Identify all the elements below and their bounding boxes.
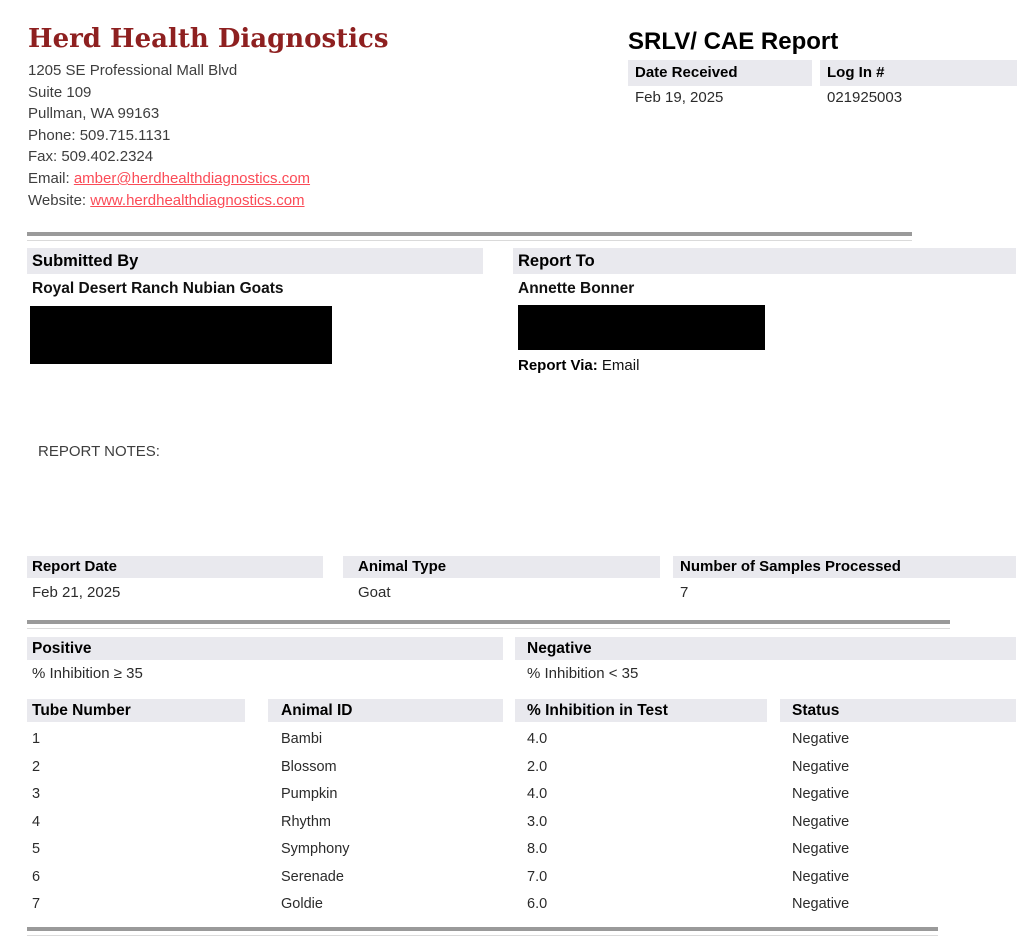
animal-id-cell: Pumpkin xyxy=(281,786,338,802)
results-table xyxy=(27,699,1016,919)
results-rows xyxy=(27,726,1016,919)
redaction-box xyxy=(30,306,332,364)
status-cell: Negative xyxy=(792,786,850,802)
website-label: Website: xyxy=(28,191,91,209)
website-line xyxy=(28,190,310,212)
inhibition-cell: 6.0 xyxy=(527,896,548,912)
table-row xyxy=(27,781,1016,809)
animal-id-cell: Blossom xyxy=(281,758,337,775)
inhibition-cell: 7.0 xyxy=(527,868,548,885)
email-label: Email: xyxy=(28,169,74,187)
negative-header: Negative xyxy=(515,637,1016,660)
samples-processed-header: Number of Samples Processed xyxy=(673,556,1016,578)
positive-header: Positive xyxy=(27,637,503,660)
animal-id-cell: Bambi xyxy=(281,731,323,747)
phone-line: Phone: 509.715.1131 xyxy=(28,126,171,144)
submitted-by-section xyxy=(27,248,483,364)
report-to-section xyxy=(513,248,1016,374)
tube-number-cell: 6 xyxy=(32,868,41,885)
tube-number-cell: 7 xyxy=(32,896,41,912)
inhibition-cell: 2.0 xyxy=(527,758,548,775)
log-in-header: Log In # xyxy=(820,60,1017,86)
tube-number-cell: 2 xyxy=(32,758,41,775)
inhibition-cell: 8.0 xyxy=(527,841,548,857)
submitted-by-header: Submitted By xyxy=(27,248,483,274)
inhibition-cell: 4.0 xyxy=(527,786,548,802)
inhibition-header: % Inhibition in Test xyxy=(515,699,767,722)
status-cell: Negative xyxy=(792,758,850,775)
tube-number-cell: 5 xyxy=(32,841,41,857)
log-in-value: 021925003 xyxy=(827,89,903,106)
status-cell: Negative xyxy=(792,731,850,747)
address-line-1: 1205 SE Professional Mall Blvd xyxy=(28,62,238,79)
animal-type-value: Goat xyxy=(358,584,391,601)
fax-line: Fax: 509.402.2324 xyxy=(28,148,154,166)
animal-id-cell: Serenade xyxy=(281,868,344,885)
animal-id-header: Animal ID xyxy=(268,699,503,722)
report-to-header: Report To xyxy=(513,248,1016,274)
address-line-3: Pullman, WA 99163 xyxy=(28,105,160,123)
animal-id-cell: Symphony xyxy=(281,841,350,857)
animal-id-cell: Rhythm xyxy=(281,813,331,830)
positive-rule: % Inhibition ≥ 35 xyxy=(32,665,143,682)
table-row xyxy=(27,864,1016,892)
status-cell: Negative xyxy=(792,841,850,857)
negative-rule: % Inhibition < 35 xyxy=(527,665,639,682)
inhibition-cell: 3.0 xyxy=(527,813,548,830)
summary-table xyxy=(27,556,1016,601)
animal-type-header: Animal Type xyxy=(343,556,660,578)
email-link[interactable]: amber@herdhealthdiagnostics.com xyxy=(73,169,311,187)
submitted-by-name: Royal Desert Ranch Nubian Goats xyxy=(32,280,284,297)
date-received-value: Feb 19, 2025 xyxy=(635,89,724,106)
received-info-table xyxy=(628,60,1017,106)
lab-address-block xyxy=(28,60,310,211)
website-link[interactable]: www.herdhealthdiagnostics.com xyxy=(90,191,305,209)
tube-number-cell: 4 xyxy=(32,813,41,830)
status-header: Status xyxy=(780,699,1016,722)
table-row xyxy=(27,726,1016,754)
report-via-label: Report Via: xyxy=(518,357,598,374)
status-cell: Negative xyxy=(792,868,850,885)
report-date-value: Feb 21, 2025 xyxy=(32,584,121,601)
address-line-2: Suite 109 xyxy=(28,83,92,101)
table-row xyxy=(27,809,1016,837)
divider-bottom xyxy=(27,927,938,936)
report-via-value: Email xyxy=(597,357,640,374)
animal-id-cell: Goldie xyxy=(281,896,323,912)
divider-middle xyxy=(27,620,950,629)
table-row xyxy=(27,891,1016,919)
report-via-line xyxy=(513,357,1016,374)
table-row xyxy=(27,754,1016,782)
report-notes-label: REPORT NOTES: xyxy=(38,443,160,460)
lab-name: Herd Health Diagnostics xyxy=(28,24,389,54)
redaction-box xyxy=(518,305,765,350)
divider-top xyxy=(27,232,912,241)
inhibition-cell: 4.0 xyxy=(527,731,548,747)
report-to-name: Annette Bonner xyxy=(518,280,635,297)
report-date-header: Report Date xyxy=(27,556,323,578)
tube-number-cell: 1 xyxy=(32,731,41,747)
samples-processed-value: 7 xyxy=(680,584,689,601)
report-title: SRLV/ CAE Report xyxy=(628,28,839,55)
status-cell: Negative xyxy=(792,896,850,912)
date-received-header: Date Received xyxy=(628,60,812,86)
email-line xyxy=(28,168,310,190)
status-cell: Negative xyxy=(792,813,850,830)
thresholds-table xyxy=(27,637,1016,682)
tube-number-header: Tube Number xyxy=(27,699,245,722)
tube-number-cell: 3 xyxy=(32,786,41,802)
table-row xyxy=(27,836,1016,864)
